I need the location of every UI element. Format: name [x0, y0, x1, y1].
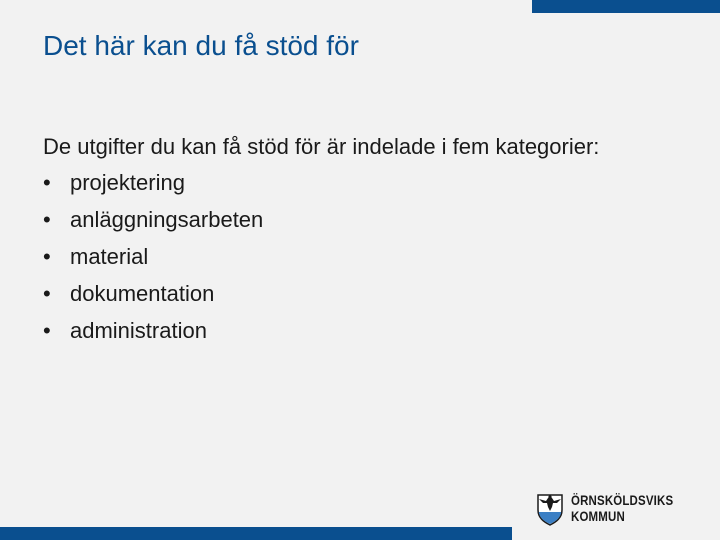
bottom-accent-bar [0, 527, 512, 540]
list-item-label: dokumentation [70, 281, 215, 306]
list-item-label: administration [70, 318, 207, 343]
list-item-label: anläggningsarbeten [70, 207, 264, 232]
list-item [43, 312, 603, 349]
slide-title: Det här kan du få stöd för [43, 30, 359, 61]
top-accent-bar [532, 0, 720, 13]
list-item-label: material [70, 244, 149, 269]
bullet-icon: • [43, 318, 51, 343]
list-item-label: projektering [70, 170, 185, 195]
list-item [43, 201, 603, 238]
list-item [43, 275, 603, 312]
bullet-icon: • [43, 207, 51, 232]
bullet-icon: • [43, 244, 51, 269]
intro-text: De utgifter du kan få stöd för är indelade i fem kategorier: [43, 134, 600, 159]
logo-line-2: KOMMUN [571, 508, 625, 524]
list-item [43, 238, 603, 275]
municipality-logo [535, 489, 696, 527]
slide-body [43, 131, 603, 349]
bullet-icon: • [43, 281, 51, 306]
category-list [43, 164, 603, 349]
logo-line-1: ÖRNSKÖLDSVIKS [571, 492, 674, 508]
bullet-icon: • [43, 170, 51, 195]
logo-wordmark [571, 492, 673, 524]
list-item [43, 164, 603, 201]
eagle-shield-icon [535, 490, 565, 526]
